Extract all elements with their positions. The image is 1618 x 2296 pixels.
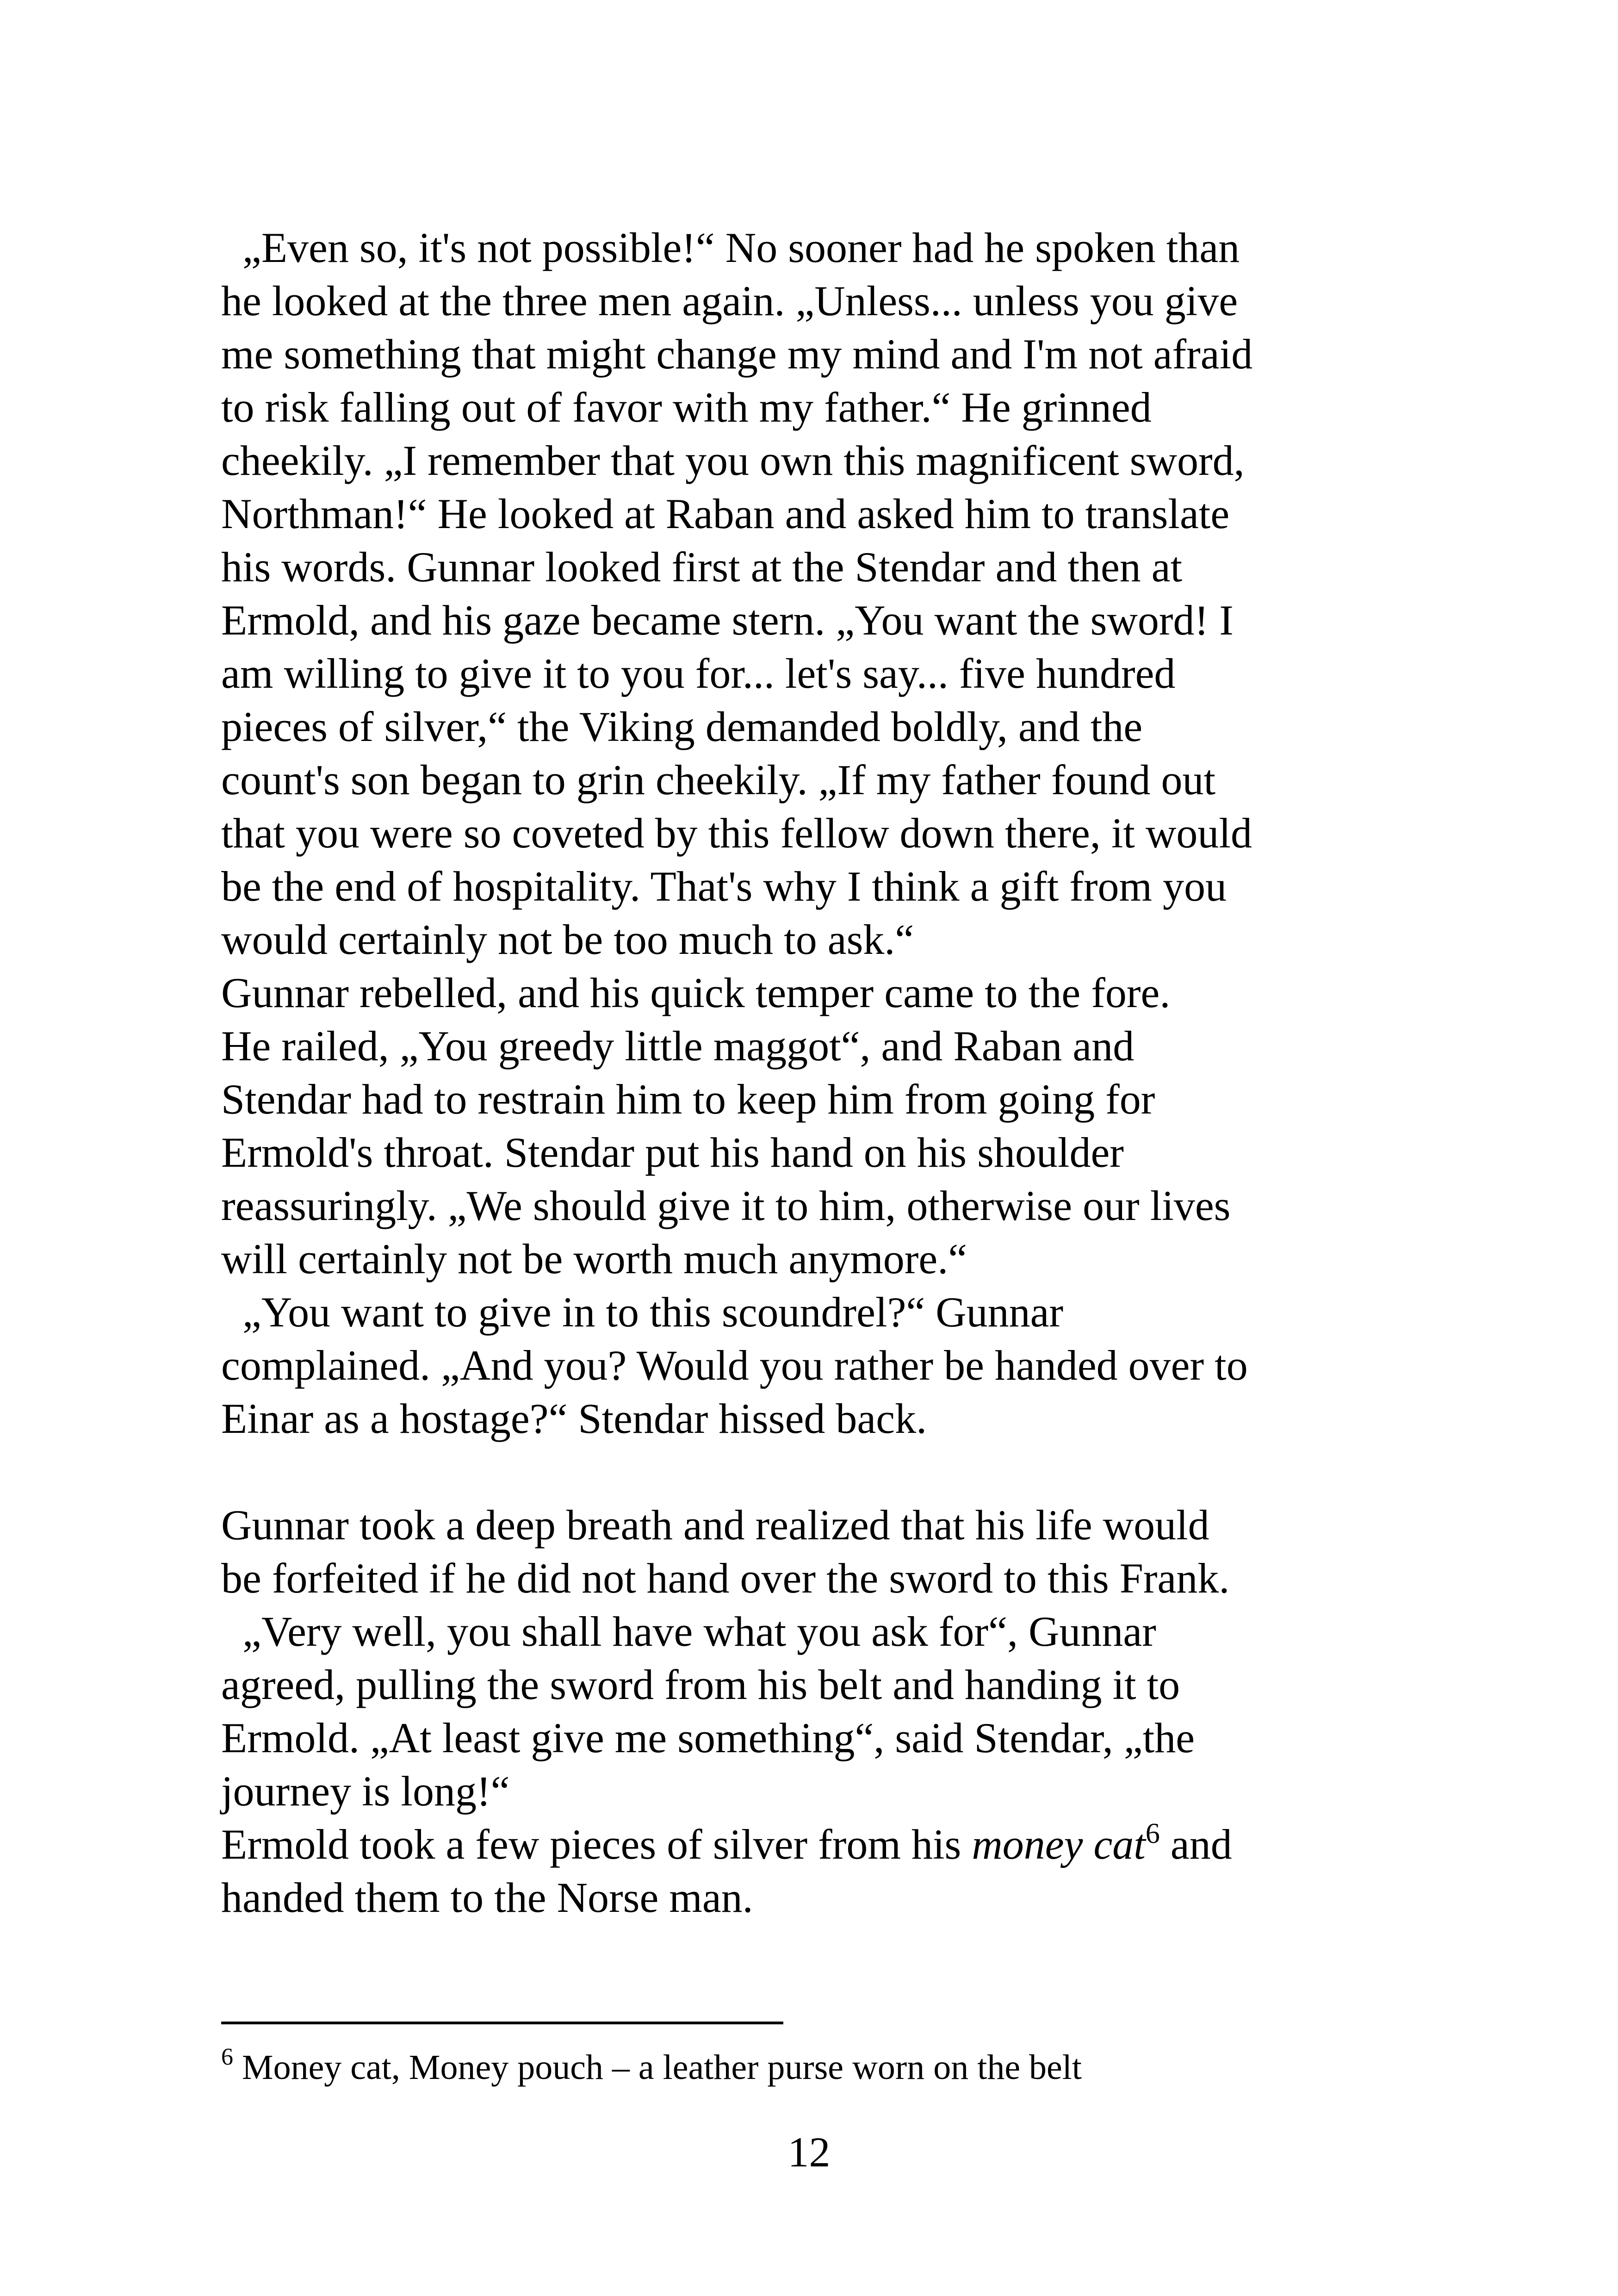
body-text xyxy=(221,221,1396,1924)
text-line: be the end of hospitality. That's why I think a gift from you xyxy=(221,863,1227,910)
footnote-marker: 6 xyxy=(221,2043,233,2070)
text-line: Gunnar rebelled, and his quick temper came to the fore. xyxy=(221,969,1171,1016)
text-line: count's son began to grin cheekily. „If my father found out xyxy=(221,756,1216,803)
text-line xyxy=(221,1818,1396,1871)
text-line: Ermold, and his gaze became stern. „You want the sword! I xyxy=(221,597,1234,644)
text-line: cheekily. „I remember that you own this magnificent sword, xyxy=(221,437,1245,484)
text-line: „Even so, it's not possible!“ No sooner had he spoken than xyxy=(221,224,1240,271)
text-segment: and xyxy=(1159,1821,1232,1868)
text-line: that you were so coveted by this fellow down there, it would xyxy=(221,809,1252,857)
text-line: reassuringly. „We should give it to him, otherwise our lives xyxy=(221,1182,1231,1229)
text-line: handed them to the Norse man. xyxy=(221,1874,753,1921)
text-line: am willing to give it to you for... let's say... five hundred xyxy=(221,650,1176,697)
footnote-separator xyxy=(221,2022,783,2024)
text-line: would certainly not be too much to ask.“ xyxy=(221,916,914,963)
italic-term: money cat xyxy=(972,1821,1146,1868)
text-line: pieces of silver,“ the Viking demanded boldly, and the xyxy=(221,703,1143,750)
text-segment: Ermold took a few pieces of silver from his xyxy=(221,1821,972,1868)
text-line: journey is long!“ xyxy=(221,1767,510,1815)
text-line: complained. „And you? Would you rather be handed over to xyxy=(221,1342,1248,1389)
text-line: Einar as a hostage?“ Stendar hissed back. xyxy=(221,1395,927,1442)
footnote-reference[interactable]: 6 xyxy=(1145,1817,1160,1849)
text-line: Northman!“ He looked at Raban and asked him to translate xyxy=(221,490,1230,537)
text-line: will certainly not be worth much anymore.“ xyxy=(221,1235,967,1282)
page-number: 12 xyxy=(787,2128,831,2176)
text-line: Stendar had to restrain him to keep him from going for xyxy=(221,1076,1155,1123)
text-line: Ermold. „At least give me something“, said Stendar, „the xyxy=(221,1714,1195,1761)
text-line: agreed, pulling the sword from his belt and handing it to xyxy=(221,1661,1180,1708)
text-line: me something that might change my mind and I'm not afraid xyxy=(221,330,1253,378)
paragraph-gap xyxy=(221,1445,1396,1499)
text-line: Gunnar took a deep breath and realized that his life would xyxy=(221,1501,1209,1549)
text-line: to risk falling out of favor with my father.“ He grinned xyxy=(221,384,1152,431)
text-line: be forfeited if he did not hand over the sword to this Frank. xyxy=(221,1555,1230,1602)
footnote xyxy=(221,2043,1082,2088)
text-line: „You want to give in to this scoundrel?“ Gunnar xyxy=(221,1288,1064,1336)
text-line: He railed, „You greedy little maggot“, and Raban and xyxy=(221,1022,1134,1070)
text-line: he looked at the three men again. „Unless... unless you give xyxy=(221,277,1238,324)
footnote-text: Money cat, Money pouch – a leather purse worn on the belt xyxy=(233,2048,1082,2087)
text-line: his words. Gunnar looked first at the Stendar and then at xyxy=(221,543,1183,591)
text-line: „Very well, you shall have what you ask for“, Gunnar xyxy=(221,1608,1156,1655)
text-line: Ermold's throat. Stendar put his hand on his shoulder xyxy=(221,1129,1124,1176)
